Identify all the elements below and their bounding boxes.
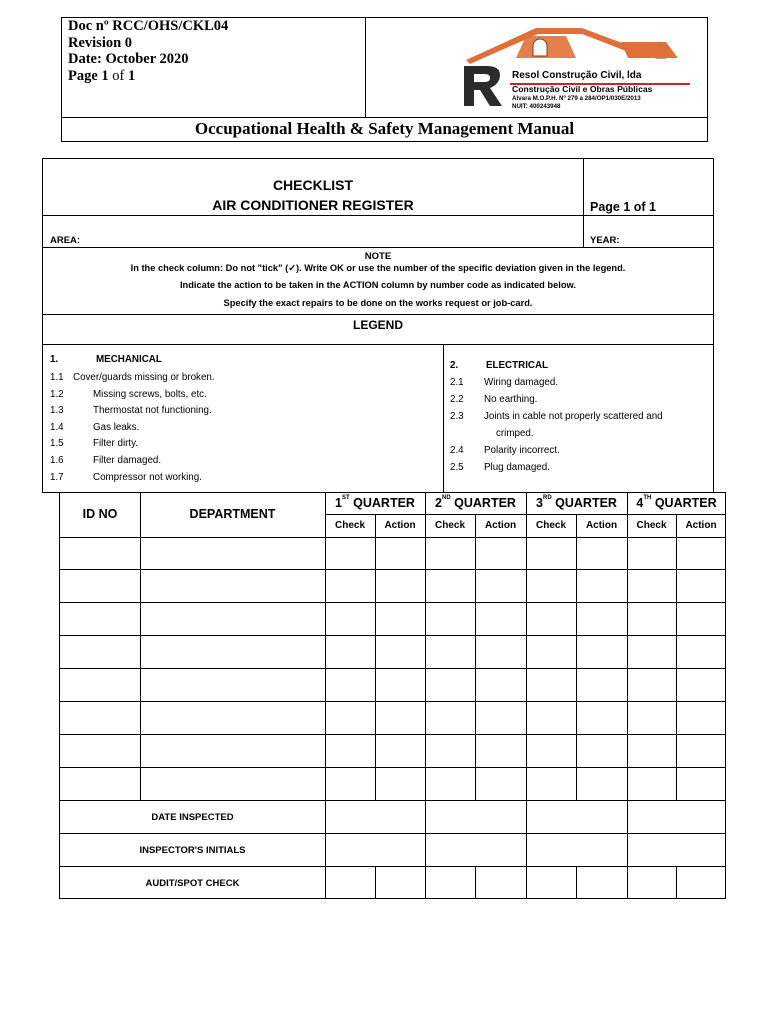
note-line: Indicate the action to be taken in the ACTION column by number code as indicated below. bbox=[179, 280, 577, 290]
quarter-1-header: 1ST QUARTER bbox=[335, 495, 415, 510]
col-department-header: DEPARTMENT bbox=[189, 507, 276, 521]
year-label: YEAR: bbox=[590, 235, 620, 246]
note-line: In the check column: Do not "tick" (✓). Write OK or use the number of the specific deviation given in the legend. bbox=[130, 263, 626, 273]
legend-item-text: No earthing. bbox=[484, 394, 538, 405]
action-header: Action bbox=[585, 520, 618, 531]
mechanical-num: 1. bbox=[50, 354, 59, 365]
legend-item-num: 2.3 bbox=[450, 411, 464, 422]
area-label: AREA: bbox=[50, 235, 81, 246]
revision: Revision 0 bbox=[68, 34, 133, 51]
manual-title: Occupational Health & Safety Management Manual bbox=[62, 117, 707, 142]
legend-item-num: 1.2 bbox=[50, 389, 64, 400]
checklist-page: Page 1 of 1 bbox=[590, 200, 656, 214]
mechanical-title: MECHANICAL bbox=[96, 354, 162, 365]
legend-item-num: 2.2 bbox=[450, 394, 464, 405]
legend-item-text: Filter dirty. bbox=[93, 438, 138, 449]
legend-item-num: 2.1 bbox=[450, 377, 464, 388]
legend-item-text: Wiring damaged. bbox=[484, 377, 559, 388]
register-rows[interactable] bbox=[60, 537, 726, 800]
check-header: Check bbox=[434, 520, 465, 531]
legend-item-text: crimped. bbox=[496, 428, 534, 439]
legend-item-num: 1.7 bbox=[50, 472, 64, 483]
logo-company-name: Resol Construção Civil, lda bbox=[512, 70, 642, 81]
action-header: Action bbox=[384, 520, 416, 531]
legend-item-text: Joints in cable not properly scattered and bbox=[484, 411, 663, 422]
legend-item-num: 2.5 bbox=[450, 462, 464, 473]
document-header bbox=[61, 17, 708, 142]
action-header: Action bbox=[484, 520, 517, 531]
quarter-4-header: 4TH QUARTER bbox=[636, 495, 717, 510]
checklist-block bbox=[42, 158, 714, 493]
legend-item-num: 1.1 bbox=[50, 372, 64, 383]
legend-item-text: Compressor not working. bbox=[93, 472, 202, 483]
doc-number: Doc nº RCC/OHS/CKL04 bbox=[68, 18, 229, 34]
electrical-title: ELECTRICAL bbox=[486, 360, 549, 371]
legend-item-text: Polarity incorrect. bbox=[484, 445, 560, 456]
electrical-num: 2. bbox=[450, 360, 459, 371]
register-grid bbox=[59, 492, 726, 899]
page-info: Page 1 of 1 bbox=[68, 67, 136, 84]
legend-item-num: 1.5 bbox=[50, 438, 64, 449]
logo-nuit: NUIT: 400243948 bbox=[512, 103, 561, 110]
legend-item-text: Cover/guards missing or broken. bbox=[73, 372, 215, 383]
checklist-title: CHECKLIST bbox=[272, 177, 354, 193]
legend-item-text: Gas leaks. bbox=[93, 422, 140, 433]
legend-item-text: Thermostat not functioning. bbox=[93, 405, 212, 416]
company-logo bbox=[366, 18, 707, 117]
audit-spot-check-label: AUDIT/SPOT CHECK bbox=[145, 878, 240, 889]
action-header: Action bbox=[685, 520, 717, 531]
logo-tagline: Construção Civil e Obras Públicas bbox=[512, 84, 653, 94]
check-header: Check bbox=[636, 520, 667, 531]
legend-item-num: 1.3 bbox=[50, 405, 64, 416]
legend-item-num: 1.6 bbox=[50, 455, 64, 466]
legend-title: LEGEND bbox=[352, 318, 403, 332]
quarter-3-header: 3RD QUARTER bbox=[536, 495, 617, 510]
check-header: Check bbox=[535, 520, 566, 531]
note-line: Specify the exact repairs to be done on the works request or job-card. bbox=[223, 298, 533, 308]
quarter-2-header: 2ND QUARTER bbox=[435, 495, 516, 510]
inspector-initials-label: INSPECTOR'S INITIALS bbox=[139, 845, 246, 856]
note-title: NOTE bbox=[364, 251, 392, 262]
legend-item-num: 2.4 bbox=[450, 445, 464, 456]
document-info bbox=[62, 18, 366, 117]
legend-item-text: Filter damaged. bbox=[93, 455, 162, 466]
legend-item-text: Plug damaged. bbox=[484, 462, 550, 473]
doc-date: Date: October 2020 bbox=[68, 51, 189, 67]
logo-license: Alvara M.O.P.H. Nº 279 a 284/OP1/030E/2013 bbox=[512, 95, 641, 102]
check-header: Check bbox=[334, 520, 365, 531]
date-inspected-label: DATE INSPECTED bbox=[151, 812, 234, 823]
col-id-header: ID NO bbox=[82, 507, 118, 521]
checklist-subtitle: AIR CONDITIONER REGISTER bbox=[212, 197, 414, 213]
legend-item-num: 1.4 bbox=[50, 422, 64, 433]
legend-item-text: Missing screws, bolts, etc. bbox=[93, 389, 207, 400]
